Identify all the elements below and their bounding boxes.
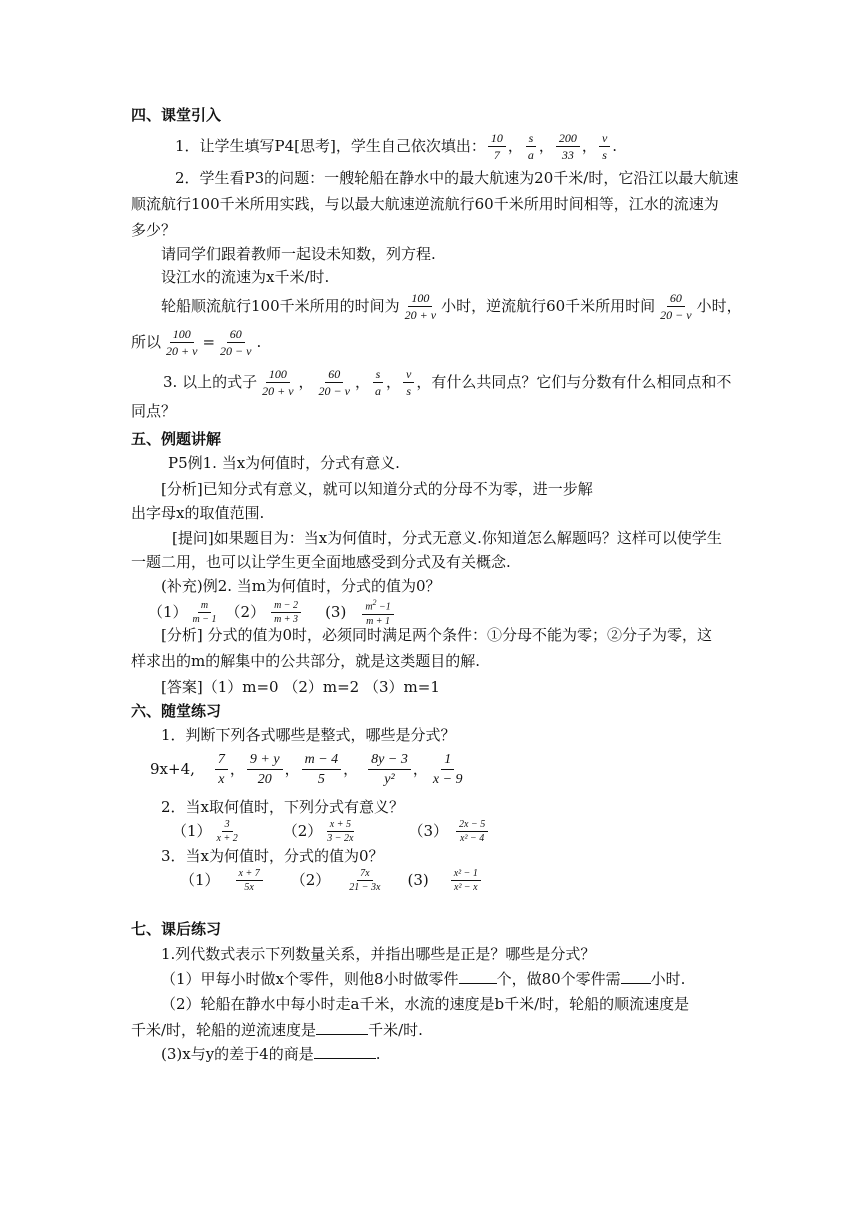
text: . — [375, 1045, 381, 1063]
example-2-analysis: [分析] 分式的值为0时，必须同时满足两个条件：①分母不能为零；②分子为零，这 — [161, 626, 713, 644]
s4-item2-line2: 顺流航行100千米所用实践，与以最大航速逆流航行60千米所用时间相等，江水的流速为 — [131, 195, 719, 213]
fraction: $\frac{60}{20 - v}$ — [318, 366, 350, 398]
example-1: P5例1. 当x为何值时，分式有意义. — [168, 454, 400, 472]
example-2: (补充)例2. 当m为何值时，分式的值为0？ — [161, 577, 441, 595]
fraction: $\frac{3}{x + 2}$ — [216, 818, 238, 844]
fraction: $\frac{\text{x² − 1}}{\text{x² − x}}$ — [451, 867, 481, 894]
answer-blank[interactable] — [621, 968, 651, 984]
item-label: （2） — [225, 603, 266, 621]
practice-q1: 1．判断下列各式哪些是整式，哪些是分式？ — [161, 726, 456, 744]
text: 3. 以上的式子 — [163, 373, 258, 391]
item-label: （3） — [408, 822, 449, 840]
practice-q1-expressions: 9x+4, $\frac{7}{x}$ ， $\frac{9 + y}{20}$ ， $\frac{m - 4}{5}$ ， $\frac{8y - 3}{\text{y²}}$ ， $\frac{1}{x - 9}$ — [150, 746, 468, 792]
s4-equation-line — [131, 324, 261, 360]
text: . — [256, 333, 262, 351]
text: ，有什么共同点？它们与分数有什么相同点和不 — [416, 373, 732, 391]
practice-q3-items — [180, 864, 483, 896]
section-heading-6: 六、随堂练习 — [131, 702, 222, 720]
fraction: $\frac{100}{20 + v}$ — [262, 366, 294, 398]
answer-blank[interactable] — [316, 1019, 368, 1035]
fraction: $\frac{m - 4}{5}$ — [302, 750, 342, 789]
text: （1）甲每小时做x个零件，则他8小时做零件 — [161, 970, 459, 988]
text: 小时，逆流航行60千米所用时间 — [441, 297, 656, 315]
s4-item2-line3: 多少？ — [131, 221, 177, 239]
example-1-analysis-cont: 出字母x的取值范围. — [131, 504, 265, 522]
item-label: （1） — [172, 822, 212, 840]
example-2-answer: [答案]（1）m=0 （2）m=2 （3）m=1 — [161, 678, 440, 696]
fraction: $\frac{60}{20 - v}$ — [220, 326, 252, 358]
fraction: $\frac{v}{s}$ — [599, 130, 610, 163]
answer-blank[interactable] — [459, 968, 497, 984]
practice-q3: 3．当x为何值时，分式的值为0？ — [161, 847, 384, 865]
practice-q2: 2．当x取何值时，下列分式有意义？ — [161, 798, 405, 816]
fraction: $\frac{2x - 5}{\text{x² − 4}}$ — [456, 818, 488, 845]
text: 个，做80个零件需 — [496, 970, 621, 988]
fraction: $\frac{1}{x - 9}$ — [432, 751, 463, 787]
practice-q2-items — [172, 815, 490, 847]
item-label: (3) — [407, 871, 429, 889]
expression: 9x+4, — [150, 760, 195, 778]
s4-item2-line1: 2．学生看P3的问题：一艘轮船在静水中的最大航速为20千米/时，它沿江以最大航速 — [175, 169, 739, 187]
fraction: $\frac{x + 5}{3 - 2x}$ — [327, 818, 354, 844]
fraction: $\frac{200}{33}$ — [556, 130, 580, 163]
fraction: $\frac{8y - 3}{\text{y²}}$ — [368, 750, 411, 789]
homework-q1: 1.列代数式表示下列数量关系，并指出哪些是正是？哪些是分式？ — [161, 945, 596, 963]
s4-item1: 1．让学生填写P4[思考]，学生自己依次填出： $\frac{10}{7}$ ， $\frac{s}{a}$ ， $\frac{200}{33}$ ， $\frac{v}{s}$ . — [175, 130, 618, 162]
example-1-question-cont: 一题二用，也可以让学生更全面地感受到分式及有关概念. — [131, 553, 511, 571]
text: (3)x与y的差于4的商是 — [161, 1045, 314, 1063]
item-label: （2） — [282, 822, 323, 840]
homework-q1-part1 — [161, 968, 685, 990]
s4-item1-text: 1．让学生填写P4[思考]，学生自己依次填出： — [175, 137, 486, 155]
fraction: $\frac{v}{s}$ — [403, 366, 414, 399]
s4-time-line — [161, 288, 742, 324]
text: 小时. — [650, 970, 686, 988]
homework-q1-part2-cont — [131, 1019, 423, 1041]
s4-item3: 3. 以上的式子 $\frac{100}{20 + v}$ ， $\frac{60}{20 - v}$ ， $\frac{s}{a}$ ， $\frac{v}{s}$ ，有什么共同点？它们与分数有什么相同点和不 — [163, 366, 732, 398]
section-heading-5: 五、例题讲解 — [131, 430, 222, 448]
text: 轮船顺流航行100千米所用的时间为 — [161, 297, 400, 315]
s4-paragraph: 请同学们跟着教师一起设未知数，列方程. — [161, 245, 436, 263]
fraction: $\frac{s}{a}$ — [525, 130, 537, 163]
fraction: $\frac{60}{20 - v}$ — [660, 290, 692, 322]
item-label: (3) — [325, 603, 347, 621]
text: 所以 — [131, 333, 162, 351]
example-1-analysis: [分析]已知分式有意义，就可以知道分式的分母不为零，进一步解 — [161, 480, 593, 498]
fraction: $\frac{100}{20 + v}$ — [166, 326, 198, 358]
example-1-question: [提问]如果题目为：当x为何值时，分式无意义.你知道怎么解题吗？这样可以使学生 — [172, 529, 722, 547]
section-heading-4: 四、课堂引入 — [131, 106, 222, 124]
s4-item3-line2: 同点？ — [131, 402, 177, 420]
text: 小时， — [696, 297, 742, 315]
s4-paragraph: 设江水的流速为x千米/时. — [161, 268, 330, 286]
answer-blank[interactable] — [314, 1043, 376, 1059]
section-heading-7: 七、课后练习 — [131, 920, 222, 938]
text: 千米/时. — [368, 1021, 423, 1039]
fraction: $\frac{s}{a}$ — [372, 366, 384, 399]
homework-q1-part3 — [161, 1043, 381, 1065]
item-label: （1） — [148, 603, 188, 621]
fraction: $\frac{100}{20 + v}$ — [404, 290, 437, 322]
item-label: （1） — [180, 871, 220, 889]
example-2-analysis-cont: 样求出的m的解集中的公共部分，就是这类题目的解. — [131, 652, 480, 670]
fraction: $\frac{7}{x}$ — [215, 750, 228, 789]
fraction: $\frac{10}{7}$ — [488, 130, 506, 163]
equals-sign: = — [202, 333, 216, 351]
fraction: $\frac{m^2 -1}{m + 1}$ — [362, 596, 393, 627]
fraction: $\frac{x + 7}{5x}$ — [236, 867, 263, 894]
item-label: （2） — [290, 871, 331, 889]
text: 千米/时，轮船的逆流速度是 — [131, 1021, 317, 1039]
homework-q1-part2: （2）轮船在静水中每小时走a千米，水流的速度是b千米/时，轮船的顺流速度是 — [161, 995, 690, 1013]
fraction: $\frac{7x}{21 - 3x}$ — [349, 867, 381, 893]
fraction: $\frac{m}{m - 1}$ — [192, 599, 217, 625]
fraction: $\frac{m - 2}{m + 3}$ — [271, 599, 301, 626]
fraction: $\frac{9 + y}{20}$ — [247, 750, 283, 789]
